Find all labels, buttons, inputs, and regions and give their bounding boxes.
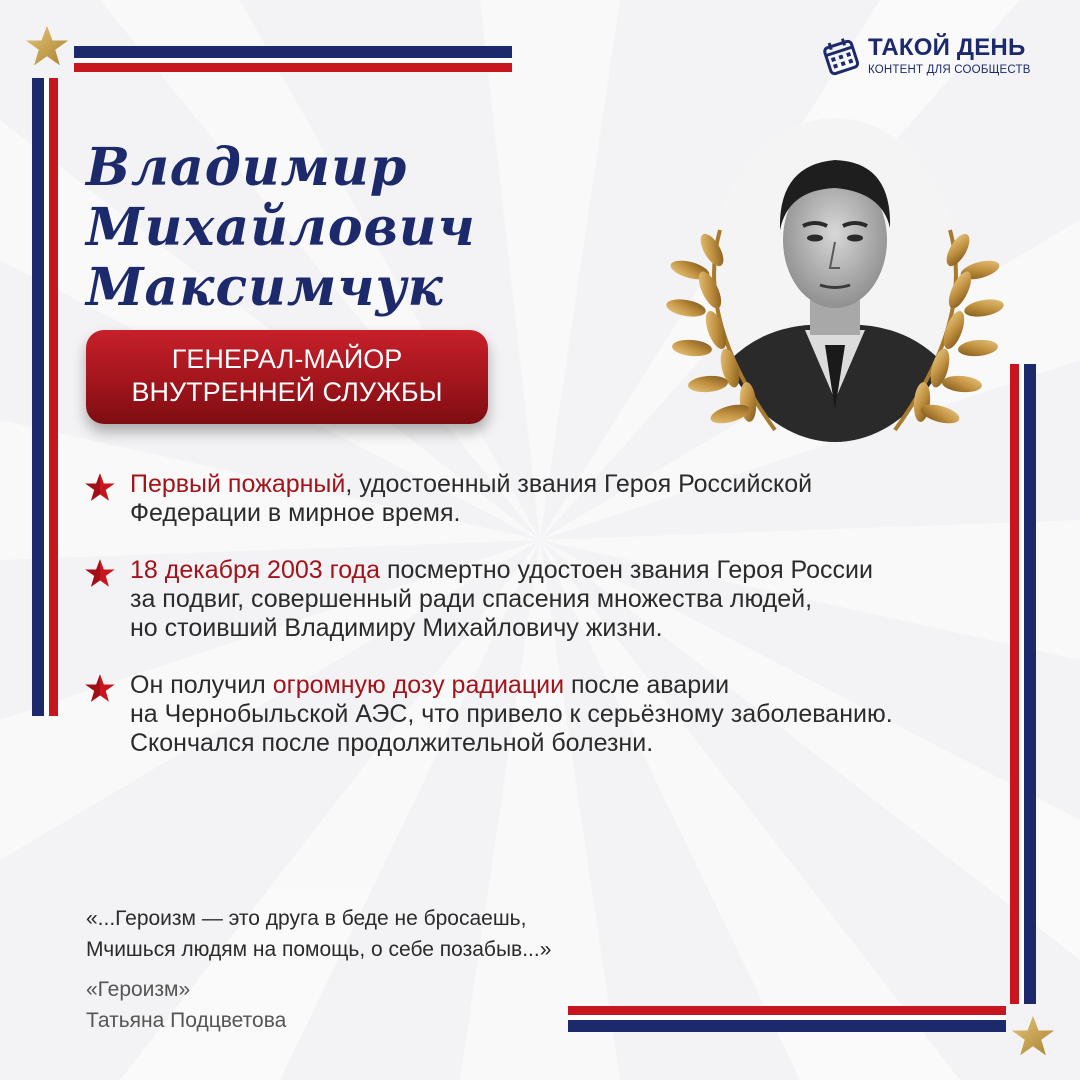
name-first: Владимир (86, 137, 408, 198)
fact-text: за подвиг, совершенный ради спасения множества людей, (130, 585, 813, 613)
gold-star-icon (24, 24, 70, 70)
person-name (86, 138, 476, 318)
quote-author: Татьяна Подцветова (86, 1009, 287, 1032)
quote-line: Мчишься людям на помощь, о себе позабыв...» (86, 938, 552, 961)
red-star-icon (84, 673, 116, 705)
name-last: Максимчук (86, 257, 444, 318)
gold-star-icon (1010, 1014, 1056, 1060)
fact-text: посмертно удостоен звания Героя России (380, 556, 873, 584)
fact-text: после аварии (564, 671, 730, 699)
fact-item (84, 470, 984, 528)
red-star-icon (84, 558, 116, 590)
top-flag-stripe (74, 46, 512, 72)
bottom-flag-stripe (568, 1006, 1006, 1032)
rank-line-2: ВНУТРЕННЕЙ СЛУЖБЫ (131, 377, 443, 407)
fact-highlight: Первый пожарный (130, 470, 346, 498)
quote (86, 903, 551, 965)
red-star-icon (84, 472, 116, 504)
name-patronymic: Михайлович (86, 197, 476, 258)
left-flag-stripe (32, 78, 58, 716)
facts-list (84, 470, 984, 786)
fact-text: Он получил (130, 671, 273, 699)
fact-item (84, 671, 984, 758)
portrait-photo (660, 110, 1010, 450)
fact-item (84, 556, 984, 643)
brand-logo[interactable] (820, 34, 1050, 84)
rank-badge (86, 330, 488, 424)
quote-line: «...Героизм — это друга в беде не бросаешь, (86, 907, 527, 930)
quote-work: «Героизм» (86, 978, 191, 1001)
fact-text: Федерации в мирное время. (130, 499, 461, 527)
fact-highlight: огромную дозу радиации (272, 671, 565, 699)
fact-text: Скончался после продолжительной болезни. (130, 729, 654, 757)
brand-title: ТАКОЙ ДЕНЬ (868, 34, 1026, 61)
rank-line-1: ГЕНЕРАЛ-МАЙОР (171, 344, 403, 374)
fact-text: но стоивший Владимиру Михайловичу жизни. (130, 614, 663, 642)
fact-text: на Чернобыльской АЭС, что привело к серьёзному заболеванию. (130, 700, 893, 728)
quote-source (86, 974, 286, 1036)
right-flag-stripe (1010, 364, 1036, 1004)
fact-text: , удостоенный звания Героя Российской (345, 470, 813, 498)
brand-subtitle: КОНТЕНТ ДЛЯ СООБЩЕСТВ (868, 64, 1031, 76)
calendar-icon (820, 36, 862, 78)
fact-highlight: 18 декабря 2003 года (130, 556, 381, 584)
